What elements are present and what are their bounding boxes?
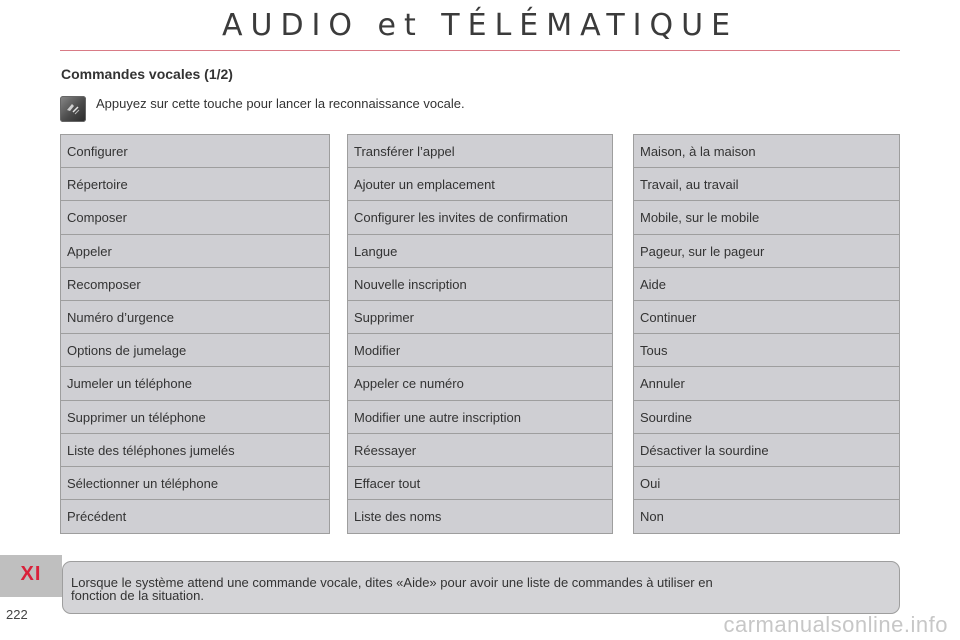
command-item: Liste des noms [354,509,442,525]
commands-column-3 [633,134,900,534]
info-note-line-2: fonction de la situation. [71,588,204,603]
command-item: Tous [634,334,899,367]
command-item: Aide [634,268,899,301]
intro-text: Appuyez sur cette touche pour lancer la reconnaissance vocale. [96,96,465,111]
command-item: Numéro d’urgence [61,301,329,334]
command-item: Ajouter un emplacement [348,168,612,201]
command-item: Recomposer [61,268,329,301]
command-item: Désactiver la sourdine [634,434,899,467]
command-item: Nouvelle inscription [348,268,612,301]
command-item: Options de jumelage [61,334,329,367]
commands-column-2 [347,134,613,534]
section-title: Commandes vocales (1/2) [61,66,233,82]
title-divider [60,50,900,51]
voice-command-button-icon [60,96,86,122]
command-item: Sélectionner un téléphone [61,467,329,500]
command-item: Réessayer [348,434,612,467]
command-item: Composer [61,201,329,234]
command-item: Maison, à la maison [634,135,899,168]
page-title: AUDIO et TÉLÉMATIQUE [221,8,739,43]
command-item: Transférer l’appel [348,135,612,168]
command-item: Liste des téléphones jumelés [61,434,329,467]
info-note-line-1: Lorsque le système attend une commande vocale, dites «Aide» pour avoir une liste de commandes à utiliser en [71,575,713,590]
command-item: Précédent [67,509,127,525]
command-item: Appeler [61,235,329,268]
command-item: Jumeler un téléphone [61,367,329,400]
chapter-label: XI [20,563,42,585]
command-item: Pageur, sur le pageur [634,235,899,268]
page-number: 222 [6,607,28,622]
command-item: Mobile, sur le mobile [634,201,899,234]
command-item: Continuer [634,301,899,334]
command-item: Sourdine [634,401,899,434]
command-item: Annuler [634,367,899,400]
command-item: Effacer tout [348,467,612,500]
commands-column-1 [60,134,330,534]
watermark: carmanualsonline.info [723,612,948,637]
command-item: Modifier une autre inscription [348,401,612,434]
chapter-tab [0,555,62,597]
command-item: Langue [348,235,612,268]
command-item: Supprimer un téléphone [61,401,329,434]
command-item: Répertoire [61,168,329,201]
command-item: Supprimer [348,301,612,334]
command-item: Oui [634,467,899,500]
command-item: Non [640,509,664,525]
command-item: Appeler ce numéro [348,367,612,400]
command-item: Configurer les invites de confirmation [348,201,612,234]
command-item: Travail, au travail [634,168,899,201]
command-item: Modifier [348,334,612,367]
command-item: Configurer [61,135,329,168]
info-note [62,561,900,614]
